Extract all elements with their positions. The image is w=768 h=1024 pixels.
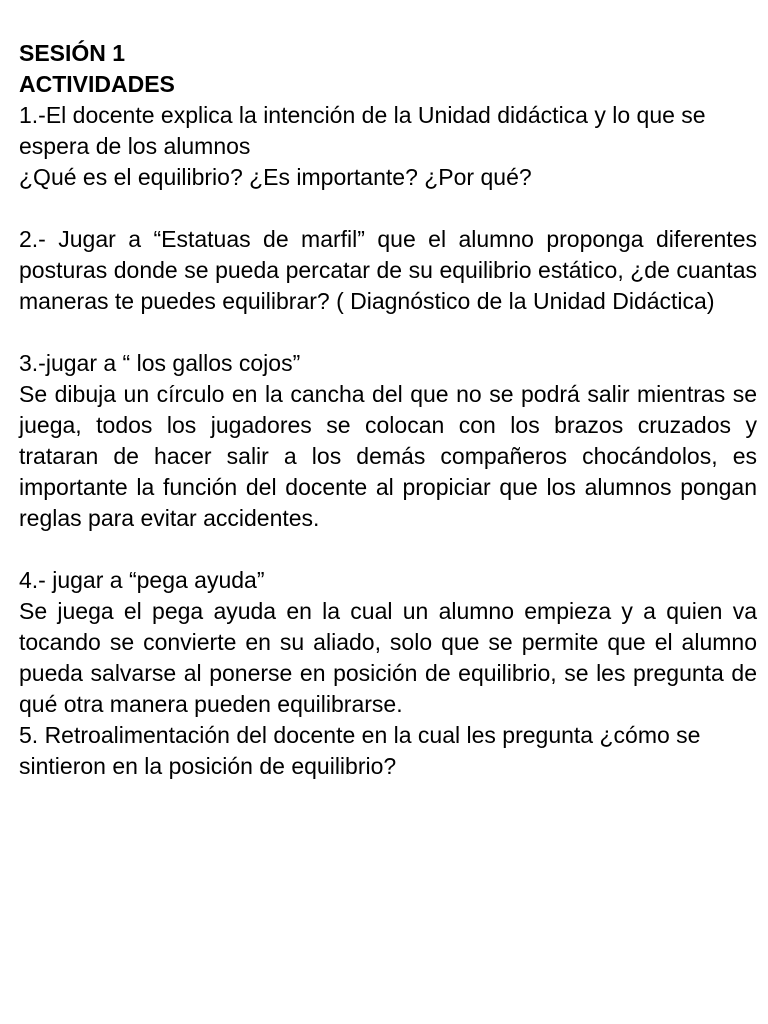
- activity-3-text: Se dibuja un círculo en la cancha del que no se podrá salir mientras se juega, todos los jugadores se colocan con los brazos cruzados y trataran de hacer salir a los demás compañeros chocándolos, es importante la función del docente al propiciar que los alumnos pongan reglas para evitar accidentes.: [19, 381, 757, 531]
- activities-title: ACTIVIDADES: [19, 71, 175, 97]
- activity-1-question: ¿Qué es el equilibrio? ¿Es importante? ¿Por qué?: [19, 164, 532, 190]
- activity-5-text: 5. Retroalimentación del docente en la cual les pregunta ¿cómo se sintieron en la posición de equilibrio?: [19, 722, 701, 779]
- activity-4-title: 4.- jugar a “pega ayuda”: [19, 567, 265, 593]
- document-page: [19, 38, 757, 782]
- activity-3-title: 3.-jugar a “ los gallos cojos”: [19, 350, 301, 376]
- activity-1-text: 1.-El docente explica la intención de la Unidad didáctica y lo que se espera de los alumnos: [19, 102, 706, 159]
- activity-2-text: 2.- Jugar a “Estatuas de marfil” que el alumno proponga diferentes posturas donde se pueda percatar de su equilibrio estático, ¿de cuantas maneras te puedes equilibrar? ( Diagnóstico de la Unidad Didáctica): [19, 226, 757, 314]
- spacer: [19, 193, 757, 224]
- spacer: [19, 534, 757, 565]
- session-title: SESIÓN 1: [19, 40, 126, 66]
- activity-4-text: Se juega el pega ayuda en la cual un alumno empieza y a quien va tocando se convierte en su aliado, solo que se permite que el alumno pueda salvarse al ponerse en posición de equilibrio, se les pregunta de qué otra manera pueden equilibrarse.: [19, 598, 757, 717]
- spacer: [19, 317, 757, 348]
